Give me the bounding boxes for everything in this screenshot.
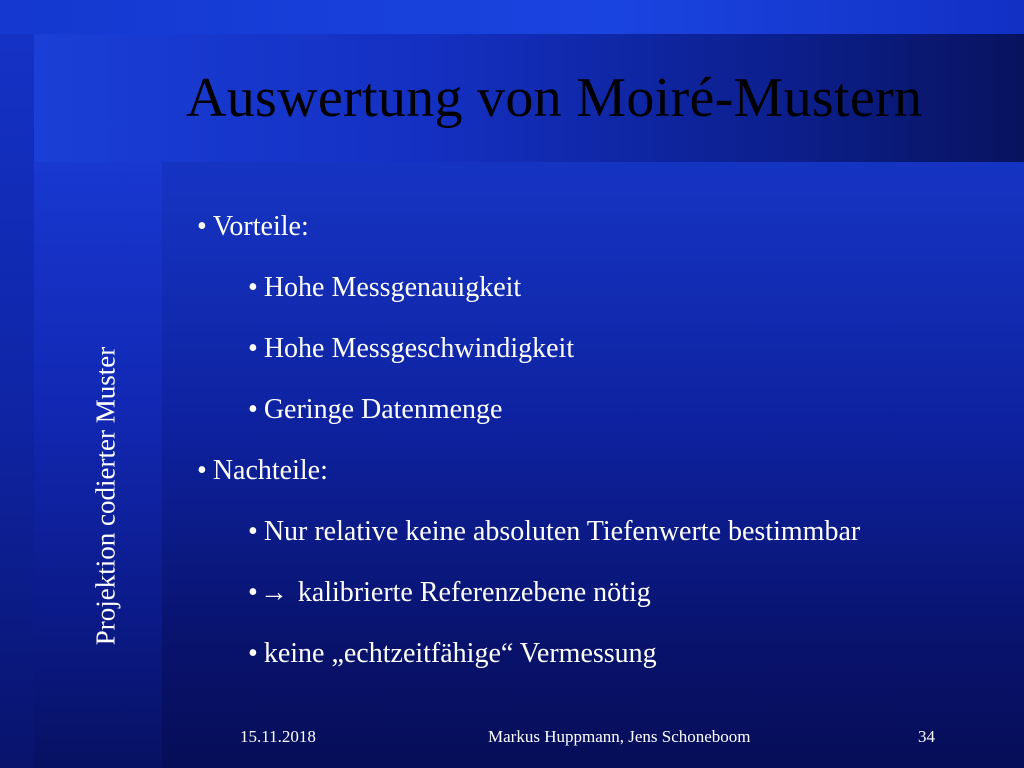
bullet-item bbox=[248, 579, 651, 607]
bullet-text: Nur relative keine absoluten Tiefenwerte bestimmbar bbox=[263, 516, 861, 547]
bullet-item bbox=[248, 335, 574, 363]
footer-authors: Markus Huppmann, Jens Schoneboom bbox=[488, 727, 751, 746]
left-strip bbox=[0, 34, 34, 768]
bullet-text: Geringe Datenmenge bbox=[263, 394, 503, 425]
bullet-dot: • bbox=[248, 394, 258, 425]
footer-date: 15.11.2018 bbox=[240, 727, 316, 746]
bullet-dot: • bbox=[248, 333, 258, 364]
bullet-item bbox=[248, 518, 860, 546]
bullet-item bbox=[248, 274, 521, 302]
bullet-dot: • bbox=[248, 272, 258, 303]
bullet-dot: • bbox=[248, 638, 258, 669]
bullet-dot: • bbox=[197, 455, 207, 486]
top-band bbox=[0, 0, 1024, 34]
bullet-item bbox=[197, 213, 309, 241]
side-label: Projektion codierter Muster bbox=[90, 346, 121, 646]
slide-title: Auswertung von Moiré-Mustern bbox=[186, 67, 923, 129]
bullet-dot: • bbox=[248, 516, 258, 547]
bullet-text: keine „echtzeitfähige“ Vermessung bbox=[263, 638, 657, 669]
bullet-item bbox=[197, 457, 328, 485]
bullet-item bbox=[248, 396, 502, 424]
bullet-item bbox=[248, 640, 657, 668]
bullet-dot: • bbox=[248, 577, 258, 608]
bullet-text: kalibrierte Referenzebene nötig bbox=[297, 577, 651, 608]
bullet-text: Hohe Messgeschwindigkeit bbox=[263, 333, 575, 364]
footer-page-number: 34 bbox=[918, 727, 935, 746]
bullet-text: Hohe Messgenauigkeit bbox=[263, 272, 522, 303]
bullet-text: Vorteile: bbox=[212, 211, 309, 242]
bullet-dot: • bbox=[197, 211, 207, 242]
bullet-text: Nachteile: bbox=[212, 455, 328, 486]
arrow-icon: → bbox=[259, 577, 288, 608]
